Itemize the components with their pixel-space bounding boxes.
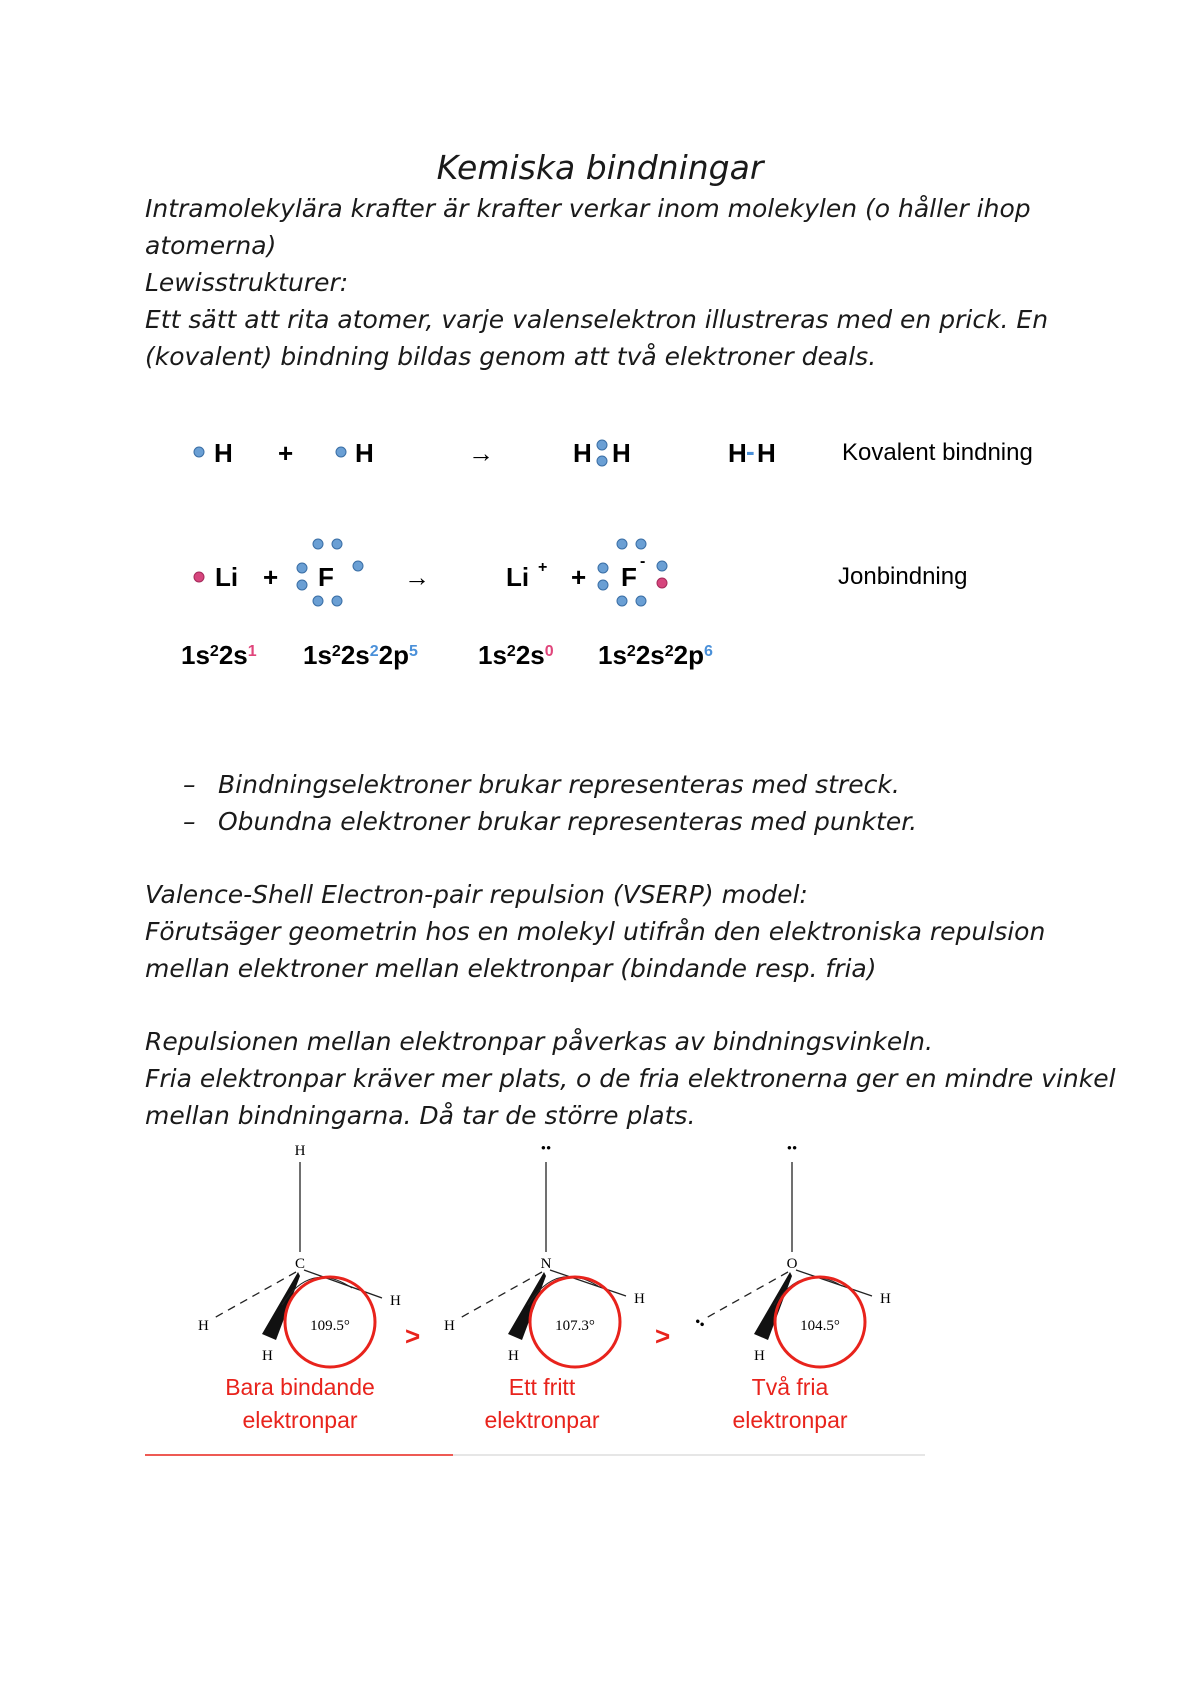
- vsepr-line-3: mellan elektroner mellan elektronpar (bindande resp. fria): [145, 954, 877, 983]
- reaction-arrow: →: [468, 438, 494, 468]
- electron-dot: [313, 539, 323, 549]
- atom-label: H: [262, 1348, 273, 1364]
- shared-electron: [597, 440, 607, 450]
- atom-label: H: [198, 1318, 209, 1334]
- electron-dot: [194, 447, 204, 457]
- ion-f: F: [621, 562, 637, 592]
- atom-label: H: [444, 1318, 455, 1334]
- molecule-water: [690, 1141, 891, 1433]
- caption-line-1: Två fria: [751, 1374, 829, 1400]
- caption-line-2: elektronpar: [242, 1407, 358, 1433]
- caption-line-1: Ett fritt: [508, 1374, 576, 1400]
- electron-dot: [657, 561, 667, 571]
- config-li: $1s^22s^1$: [181, 640, 257, 670]
- electron-dot: [297, 580, 307, 590]
- repulsion-line-3: mellan bindningarna. Då tar de större plats.: [145, 1101, 696, 1130]
- caption-line-2: elektronpar: [484, 1407, 600, 1433]
- atom-li: Li: [215, 562, 239, 592]
- lone-pair: ••: [690, 1314, 709, 1334]
- electron-dot: [297, 563, 307, 573]
- intro-line-1: Intramolekylära krafter är krafter verkar inom molekylen (o håller ihop: [145, 194, 1031, 223]
- molecule-ammonia: [444, 1141, 645, 1433]
- config-f: $1s^22s^22p^5$: [303, 640, 418, 670]
- intro-heading-lewis: Lewisstrukturer:: [145, 268, 349, 297]
- intro-line-2: atomerna): [145, 231, 277, 260]
- repulsion-line-1: Repulsionen mellan elektronpar påverkas av bindningsvinkeln.: [145, 1027, 933, 1056]
- product-h-left: H: [573, 438, 592, 468]
- bullet-item-2: Obundna elektroner brukar representeras med punkter.: [218, 807, 918, 836]
- intro-line-5: (kovalent) bindning bildas genom att två elektroner deals.: [145, 342, 877, 371]
- atom-label: C: [294, 1256, 306, 1272]
- electron-dot: [636, 596, 646, 606]
- lone-pair: ••: [786, 1141, 798, 1157]
- bond-angle: 107.3°: [555, 1318, 595, 1334]
- atom-label: H: [754, 1348, 765, 1364]
- ionic-row: [194, 539, 967, 606]
- ion-li-charge: +: [538, 559, 548, 576]
- electron-dot-pink: [194, 572, 204, 582]
- atom-f: F: [318, 562, 334, 592]
- lone-pair: ••: [540, 1141, 552, 1157]
- atom-label: H: [390, 1293, 401, 1309]
- covalent-row: [194, 436, 1033, 468]
- greater-than-sign: >: [405, 1321, 421, 1351]
- electron-dot: [353, 561, 363, 571]
- electron-dot: [636, 539, 646, 549]
- caption-line-1: Bara bindande: [225, 1374, 375, 1400]
- electron-dot: [617, 596, 627, 606]
- bond-dash: -: [746, 436, 755, 466]
- covalent-label: Kovalent bindning: [842, 439, 1033, 466]
- config-f-ion: $1s^22s^22p^6$: [598, 640, 713, 670]
- config-li-ion: $1s^22s^0$: [478, 640, 554, 670]
- electron-dot: [332, 539, 342, 549]
- ion-li: Li: [506, 562, 530, 592]
- shared-electron: [597, 456, 607, 466]
- lewis-figure: [0, 400, 1200, 700]
- atom-label: N: [540, 1256, 552, 1272]
- atom-label: O: [786, 1256, 798, 1272]
- electron-dot: [313, 596, 323, 606]
- reaction-arrow: →: [404, 562, 430, 592]
- electron-dot: [617, 539, 627, 549]
- molecule-methane: [198, 1143, 401, 1433]
- electron-dot: [332, 596, 342, 606]
- atom-h-b: H: [355, 438, 374, 468]
- electron-dot: [336, 447, 346, 457]
- plus-sign: +: [278, 438, 294, 468]
- bond-angle: 109.5°: [310, 1318, 350, 1334]
- greater-than-sign: >: [655, 1321, 671, 1351]
- bullet-marker: –: [183, 807, 196, 836]
- product-h-right: H: [612, 438, 631, 468]
- vsepr-heading: Valence-Shell Electron-pair repulsion (VSERP) model:: [145, 880, 808, 909]
- repulsion-line-2: Fria elektronpar kräver mer plats, o de fria elektronerna ger en mindre vinkel: [145, 1064, 1116, 1093]
- electron-dot-pink: [657, 578, 667, 588]
- electron-dot: [598, 563, 608, 573]
- atom-label: H: [634, 1291, 645, 1307]
- vsepr-line-2: Förutsäger geometrin hos en molekyl utifrån den elektroniska repulsion: [145, 917, 1046, 946]
- bullet-marker: –: [183, 770, 196, 799]
- dash-h-right: H: [757, 438, 776, 468]
- bond-angle: 104.5°: [800, 1318, 840, 1334]
- dash-h-left: H: [728, 438, 747, 468]
- electron-dot: [598, 580, 608, 590]
- atom-label: H: [294, 1143, 306, 1159]
- bullet-item-1: Bindningselektroner brukar representeras med streck.: [218, 770, 900, 799]
- plus-sign: +: [263, 562, 279, 592]
- atom-label: H: [508, 1348, 519, 1364]
- ion-f-charge: -: [640, 553, 646, 570]
- plus-sign-2: +: [571, 562, 587, 592]
- electron-configs: [181, 640, 713, 670]
- ionic-label: Jonbindning: [838, 563, 968, 590]
- atom-h-a: H: [214, 438, 233, 468]
- geometry-figure: [0, 1130, 1200, 1470]
- intro-line-4: Ett sätt att rita atomer, varje valenselektron illustreras med en prick. En: [145, 305, 1049, 334]
- caption-line-2: elektronpar: [732, 1407, 848, 1433]
- atom-label: H: [880, 1291, 891, 1307]
- page-title: Kemiska bindningar: [436, 148, 764, 187]
